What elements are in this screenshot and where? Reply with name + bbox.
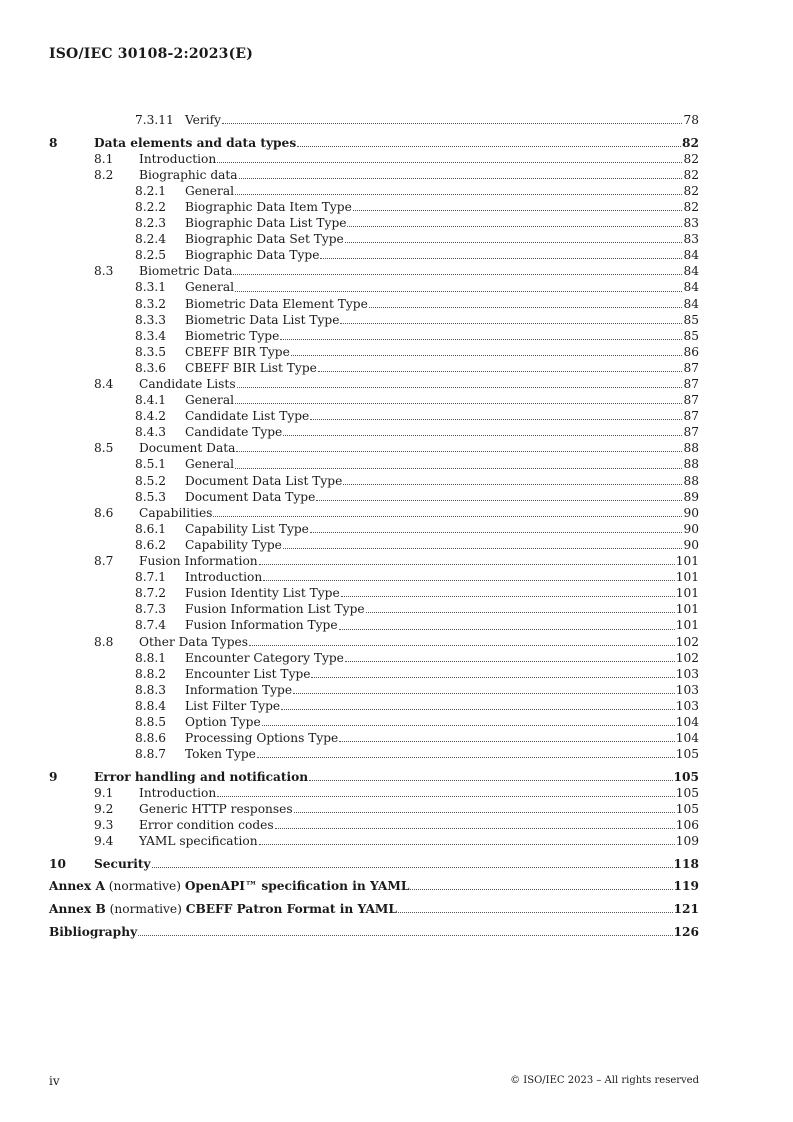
dot-leader bbox=[257, 757, 675, 758]
dot-leader bbox=[275, 828, 675, 829]
dot-leader bbox=[280, 339, 682, 340]
toc-entry[interactable] bbox=[49, 698, 699, 714]
toc-entry-page: 86 bbox=[683, 344, 699, 359]
toc-entry-title: Token Type bbox=[185, 747, 256, 762]
toc-entry-page: 90 bbox=[683, 505, 699, 520]
toc-entry-number: 8.3.5 bbox=[135, 344, 167, 359]
toc-entry-number: 9.2 bbox=[94, 801, 114, 816]
toc-entry-title: Generic HTTP responses bbox=[139, 801, 293, 816]
toc-entry-page: 90 bbox=[683, 537, 699, 552]
dot-leader bbox=[366, 612, 675, 613]
toc-entry-page: 126 bbox=[673, 924, 699, 939]
toc-entry-page: 104 bbox=[675, 731, 699, 746]
toc-entry-number: 8.8 bbox=[94, 634, 114, 649]
toc-entry-title: Fusion Information bbox=[139, 554, 258, 569]
dot-leader bbox=[262, 725, 675, 726]
toc-entry[interactable] bbox=[49, 392, 699, 408]
toc-entry-title: Error handling and notification bbox=[94, 769, 309, 784]
toc-entry[interactable] bbox=[49, 135, 699, 151]
annex-label: Annex A bbox=[49, 879, 105, 894]
dot-leader bbox=[320, 258, 682, 259]
dot-leader bbox=[235, 403, 682, 404]
dot-leader bbox=[235, 468, 682, 469]
toc-entry[interactable] bbox=[49, 231, 699, 247]
toc-entry-number: 7.3.11 bbox=[135, 113, 174, 127]
toc-entry-number: 8.7.4 bbox=[135, 618, 167, 633]
toc-entry-number: 8.3.6 bbox=[135, 360, 167, 375]
toc-entry[interactable] bbox=[49, 263, 699, 279]
dot-leader bbox=[297, 146, 681, 147]
toc-entry-number: 8.7.1 bbox=[135, 570, 167, 585]
toc-entry-page: 104 bbox=[675, 714, 699, 729]
toc-entry-number: 8.3.3 bbox=[135, 312, 167, 327]
toc-entry-page: 84 bbox=[683, 248, 699, 263]
dot-leader bbox=[345, 661, 675, 662]
toc-entry-number: 10 bbox=[49, 856, 66, 871]
dot-leader bbox=[213, 516, 682, 517]
toc-entry-page: 82 bbox=[683, 151, 699, 166]
toc-entry-page: 105 bbox=[675, 747, 699, 762]
toc-entry-title: Introduction bbox=[139, 785, 217, 800]
dot-leader bbox=[339, 629, 675, 630]
dot-leader bbox=[339, 741, 674, 742]
toc-entry[interactable] bbox=[49, 167, 699, 183]
toc-entry-number: 8.2.2 bbox=[135, 199, 167, 214]
toc-entry-page: 121 bbox=[673, 901, 699, 916]
toc-entry-page: 87 bbox=[683, 377, 699, 391]
dot-leader bbox=[236, 451, 682, 452]
toc-entry[interactable] bbox=[49, 537, 699, 553]
toc-entry-title: Encounter Category Type bbox=[185, 650, 344, 665]
toc-entry-title: Biographic Data List Type bbox=[185, 216, 347, 231]
toc-entry-page: 88 bbox=[683, 473, 699, 488]
toc-entry[interactable] bbox=[49, 924, 699, 940]
toc-entry-number: 9.1 bbox=[94, 785, 114, 800]
toc-entry[interactable] bbox=[49, 296, 699, 312]
toc-entry[interactable] bbox=[49, 769, 699, 785]
toc-entry-page: 101 bbox=[675, 570, 699, 585]
toc-entry-title: Candidate List Type bbox=[185, 409, 310, 424]
toc-entry-title: List Filter Type bbox=[185, 698, 281, 713]
toc-entry-page: 84 bbox=[683, 280, 699, 295]
toc-entry-page: 88 bbox=[683, 441, 699, 456]
dot-leader bbox=[410, 889, 672, 890]
toc-entry-page: 87 bbox=[683, 393, 699, 408]
toc-entry-page: 105 bbox=[673, 769, 699, 784]
toc-entry[interactable] bbox=[49, 424, 699, 440]
toc-entry-title: Capability List Type bbox=[185, 521, 309, 536]
toc-entry[interactable] bbox=[49, 601, 699, 617]
toc-entry[interactable] bbox=[49, 521, 699, 537]
toc-entry[interactable] bbox=[49, 714, 699, 730]
toc-entry[interactable] bbox=[49, 328, 699, 344]
toc-entry-number: 8.8.1 bbox=[135, 650, 167, 665]
toc-entry-title: Candidate Lists bbox=[139, 377, 236, 391]
toc-entry-number: 8.6 bbox=[94, 505, 114, 520]
toc-entry-title: Biometric Data bbox=[139, 264, 233, 279]
toc-entry-title: Document Data List Type bbox=[185, 473, 343, 488]
annex-label: Annex B bbox=[49, 901, 106, 916]
toc-entry-number: 8.8.5 bbox=[135, 714, 167, 729]
toc-entry-page: 82 bbox=[683, 199, 699, 214]
toc-entry-title: Biometric Type bbox=[185, 328, 280, 343]
toc-entry-title: Document Data bbox=[139, 441, 236, 456]
toc-entry-text: OpenAPI™ specification in YAML bbox=[184, 879, 410, 894]
toc-entry[interactable] bbox=[49, 746, 699, 762]
toc-entry[interactable] bbox=[49, 901, 699, 917]
toc-entry-page: 82 bbox=[683, 183, 699, 198]
toc-entry-text: CBEFF Patron Format in YAML bbox=[185, 901, 397, 916]
toc-entry[interactable] bbox=[49, 730, 699, 746]
dot-leader bbox=[294, 812, 675, 813]
dot-leader bbox=[310, 419, 682, 420]
toc-entry-title: Data elements and data types bbox=[94, 135, 297, 150]
dot-leader bbox=[293, 693, 675, 694]
toc-entry-title: Error condition codes bbox=[139, 818, 274, 833]
page-number: iv bbox=[49, 1074, 60, 1088]
dot-leader bbox=[263, 580, 675, 581]
toc-entry-number: 9.4 bbox=[94, 834, 114, 849]
toc-entry[interactable] bbox=[49, 878, 699, 894]
toc-entry-title: Verify bbox=[185, 113, 222, 127]
annex-note: (normative) bbox=[104, 879, 185, 894]
toc-entry[interactable] bbox=[49, 360, 699, 376]
toc-entry[interactable] bbox=[49, 183, 699, 199]
toc-entry[interactable] bbox=[49, 279, 699, 295]
toc-entry-title: Information Type bbox=[185, 682, 293, 697]
dot-leader bbox=[340, 323, 682, 324]
toc-entry-page: 88 bbox=[683, 457, 699, 472]
toc-entry-title: Biographic Data Set Type bbox=[185, 232, 344, 247]
toc-entry-number: 8.4.3 bbox=[135, 425, 167, 440]
toc-entry-page: 84 bbox=[683, 264, 699, 279]
toc-entry-number: 8.8.7 bbox=[135, 747, 167, 762]
toc-entry-number: 8.2.4 bbox=[135, 232, 167, 247]
toc-entry-page: 89 bbox=[683, 489, 699, 504]
toc-entry-page: 101 bbox=[675, 602, 699, 617]
toc-entry-title: Capabilities bbox=[139, 505, 213, 520]
toc-entry-title: Fusion Information List Type bbox=[185, 602, 365, 617]
toc-entry-title: Candidate Type bbox=[185, 425, 283, 440]
toc-entry-title: Other Data Types bbox=[139, 634, 249, 649]
toc-entry-page: 101 bbox=[675, 618, 699, 633]
toc-entry-page: 103 bbox=[675, 682, 699, 697]
toc-entry-page: 103 bbox=[675, 698, 699, 713]
dot-leader bbox=[217, 796, 675, 797]
dot-leader bbox=[233, 274, 682, 275]
toc-entry-number: 9 bbox=[49, 769, 58, 784]
toc-entry-number: 8.2.1 bbox=[135, 183, 167, 198]
dot-leader bbox=[345, 242, 683, 243]
toc-entry[interactable] bbox=[49, 833, 699, 849]
toc-entry-number: 8.3.2 bbox=[135, 296, 167, 311]
toc-entry-title: Introduction bbox=[139, 151, 217, 166]
toc-entry-page: 119 bbox=[673, 879, 699, 894]
toc-entry-title: General bbox=[185, 393, 234, 408]
toc-entry-page: 87 bbox=[683, 409, 699, 424]
toc-entry-number: 9.3 bbox=[94, 818, 114, 833]
toc-entry-number: 8.6.1 bbox=[135, 521, 167, 536]
dot-leader bbox=[152, 867, 673, 868]
dot-leader bbox=[259, 564, 675, 565]
copyright-notice: © ISO/IEC 2023 – All rights reserved bbox=[510, 1075, 699, 1086]
toc-entry-number: 8.8.3 bbox=[135, 682, 167, 697]
toc-entry-number: 8.7.2 bbox=[135, 586, 167, 601]
toc-entry-title: Fusion Identity List Type bbox=[185, 586, 340, 601]
dot-leader bbox=[353, 210, 683, 211]
toc-entry-page: 82 bbox=[683, 167, 699, 182]
toc-entry-title: YAML specification bbox=[139, 834, 258, 849]
toc-entry-title bbox=[49, 901, 397, 917]
toc-entry[interactable] bbox=[49, 489, 699, 505]
toc-entry-number: 8.8.2 bbox=[135, 666, 167, 681]
dot-leader bbox=[398, 912, 673, 913]
dot-leader bbox=[235, 194, 682, 195]
dot-leader bbox=[369, 307, 683, 308]
toc-entry-page: 102 bbox=[675, 634, 699, 649]
toc-entry[interactable] bbox=[49, 785, 699, 801]
toc-entry-number: 8 bbox=[49, 135, 58, 150]
toc-entry-number: 8.4.2 bbox=[135, 409, 167, 424]
toc-entry[interactable] bbox=[49, 312, 699, 328]
toc-entry[interactable] bbox=[49, 344, 699, 360]
toc-entry-title: Biometric Data List Type bbox=[185, 312, 340, 327]
toc-entry-number: 8.6.2 bbox=[135, 537, 167, 552]
dot-leader bbox=[343, 484, 682, 485]
toc-entry-number: 8.5.3 bbox=[135, 489, 167, 504]
table-of-contents bbox=[49, 112, 699, 940]
toc-entry-page: 78 bbox=[683, 113, 699, 127]
annex-note: (normative) bbox=[105, 901, 186, 916]
toc-entry-title: Fusion Information Type bbox=[185, 618, 338, 633]
dot-leader bbox=[237, 387, 683, 388]
dot-leader bbox=[291, 355, 683, 356]
toc-entry[interactable] bbox=[49, 247, 699, 263]
dot-leader bbox=[316, 500, 682, 501]
toc-entry-title: Introduction bbox=[185, 570, 263, 585]
toc-entry-title: Capability Type bbox=[185, 537, 282, 552]
toc-entry[interactable] bbox=[49, 634, 699, 650]
toc-entry-page: 118 bbox=[673, 856, 699, 871]
toc-entry-text: Bibliography bbox=[49, 924, 138, 939]
dot-leader bbox=[341, 596, 675, 597]
toc-entry[interactable] bbox=[49, 801, 699, 817]
toc-entry-page: 83 bbox=[683, 216, 699, 231]
toc-entry-title: Biometric Data Element Type bbox=[185, 296, 368, 311]
toc-entry[interactable] bbox=[49, 505, 699, 521]
toc-entry[interactable] bbox=[49, 585, 699, 601]
toc-entry[interactable] bbox=[49, 215, 699, 231]
toc-entry-page: 90 bbox=[683, 521, 699, 536]
dot-leader bbox=[138, 935, 672, 936]
toc-entry[interactable] bbox=[49, 553, 699, 569]
toc-entry-page: 109 bbox=[675, 834, 699, 849]
toc-entry[interactable] bbox=[49, 151, 699, 167]
toc-entry-title: General bbox=[185, 280, 234, 295]
dot-leader bbox=[217, 162, 682, 163]
toc-entry-title: Biographic Data Item Type bbox=[185, 199, 352, 214]
toc-entry-title: Biographic Data Type bbox=[185, 248, 320, 263]
toc-entry[interactable] bbox=[49, 682, 699, 698]
toc-entry-number: 8.5 bbox=[94, 441, 114, 456]
dot-leader bbox=[222, 123, 682, 124]
toc-entry-page: 85 bbox=[683, 312, 699, 327]
toc-entry-title: Biographic data bbox=[139, 167, 238, 182]
toc-entry-page: 87 bbox=[683, 425, 699, 440]
toc-entry-title bbox=[49, 878, 409, 894]
toc-entry-title: CBEFF BIR Type bbox=[185, 344, 290, 359]
toc-entry-number: 8.2.5 bbox=[135, 248, 167, 263]
toc-entry[interactable] bbox=[49, 440, 699, 456]
toc-entry[interactable] bbox=[49, 408, 699, 424]
toc-entry-page: 105 bbox=[675, 801, 699, 816]
toc-entry-number: 8.3 bbox=[94, 264, 114, 279]
toc-entry[interactable] bbox=[49, 112, 699, 128]
toc-entry-number: 8.3.1 bbox=[135, 280, 167, 295]
toc-entry-number: 8.3.4 bbox=[135, 328, 167, 343]
toc-entry[interactable] bbox=[49, 376, 699, 392]
dot-leader bbox=[347, 226, 682, 227]
toc-entry[interactable] bbox=[49, 569, 699, 585]
dot-leader bbox=[281, 709, 675, 710]
toc-entry-number: 8.5.1 bbox=[135, 457, 167, 472]
toc-entry-title: Security bbox=[94, 856, 151, 871]
toc-entry-page: 103 bbox=[675, 666, 699, 681]
toc-entry[interactable] bbox=[49, 617, 699, 633]
toc-entry-page: 101 bbox=[675, 554, 699, 569]
dot-leader bbox=[318, 371, 683, 372]
toc-entry-title: Encounter List Type bbox=[185, 666, 311, 681]
toc-entry-title: General bbox=[185, 457, 234, 472]
toc-entry-page: 102 bbox=[675, 650, 699, 665]
toc-entry[interactable] bbox=[49, 856, 699, 872]
dot-leader bbox=[310, 532, 683, 533]
toc-entry[interactable] bbox=[49, 666, 699, 682]
toc-entry-page: 105 bbox=[675, 785, 699, 800]
toc-entry-page: 83 bbox=[683, 232, 699, 247]
toc-entry[interactable] bbox=[49, 199, 699, 215]
document-id: ISO/IEC 30108-2:2023(E) bbox=[49, 46, 254, 62]
toc-entry-number: 8.8.4 bbox=[135, 698, 167, 713]
toc-entry-number: 8.8.6 bbox=[135, 731, 167, 746]
toc-entry-page: 106 bbox=[675, 818, 699, 833]
dot-leader bbox=[235, 291, 682, 292]
toc-entry[interactable] bbox=[49, 473, 699, 489]
toc-entry-number: 8.4.1 bbox=[135, 393, 167, 408]
dot-leader bbox=[283, 435, 682, 436]
toc-entry-page: 82 bbox=[682, 135, 699, 150]
toc-entry-title: General bbox=[185, 183, 234, 198]
toc-entry-page: 101 bbox=[675, 586, 699, 601]
dot-leader bbox=[239, 178, 683, 179]
toc-entry-number: 8.5.2 bbox=[135, 473, 167, 488]
dot-leader bbox=[249, 645, 675, 646]
toc-entry-number: 8.2.3 bbox=[135, 216, 167, 231]
dot-leader bbox=[309, 780, 672, 781]
toc-entry-page: 87 bbox=[683, 360, 699, 375]
toc-entry-page: 85 bbox=[683, 328, 699, 343]
toc-entry-page: 84 bbox=[683, 296, 699, 311]
toc-entry-number: 8.7.3 bbox=[135, 602, 167, 617]
dot-leader bbox=[311, 677, 674, 678]
toc-entry[interactable] bbox=[49, 817, 699, 833]
toc-entry-number: 8.4 bbox=[94, 377, 114, 391]
dot-leader bbox=[259, 844, 675, 845]
toc-entry-title: Processing Options Type bbox=[185, 731, 339, 746]
toc-entry-number: 8.7 bbox=[94, 554, 114, 569]
toc-entry-title bbox=[49, 924, 137, 940]
toc-entry-number: 8.1 bbox=[94, 151, 114, 166]
toc-entry-title: Document Data Type bbox=[185, 489, 316, 504]
dot-leader bbox=[283, 548, 683, 549]
toc-entry-title: Option Type bbox=[185, 714, 261, 729]
toc-entry[interactable] bbox=[49, 456, 699, 472]
toc-entry-title: CBEFF BIR List Type bbox=[185, 360, 317, 375]
toc-entry[interactable] bbox=[49, 650, 699, 666]
toc-entry-number: 8.2 bbox=[94, 167, 114, 182]
